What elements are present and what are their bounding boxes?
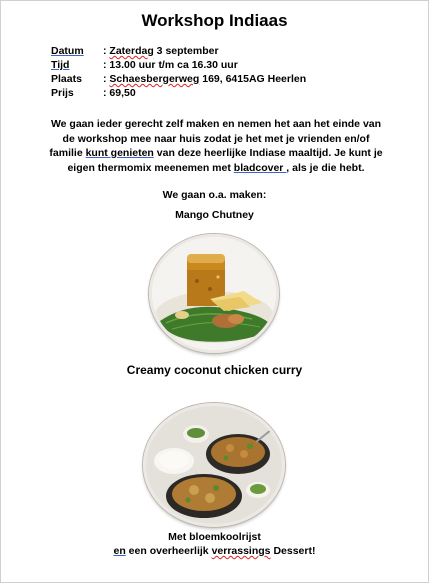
info-value: : Zaterdag 3 september (103, 45, 219, 57)
info-row-prijs (51, 86, 306, 100)
footer-line-2: en een overheerlijk verrassings Dessert! (113, 545, 316, 557)
intro-line: de workshop mee naar huis zodat je het met je vrienden en/of (62, 132, 370, 145)
we-gaan-heading: We gaan o.a. maken: (162, 189, 267, 201)
info-row-datum (51, 44, 306, 58)
intro-line: familie kunt genieten van deze heerlijke Indiase maaltijd. Je kunt je (49, 147, 383, 159)
info-value: : Schaesbergerweg 169, 6415AG Heerlen (103, 73, 307, 85)
intro-line: We gaan ieder gerecht zelf maken en nemen het aan het einde van (50, 118, 382, 130)
info-value: : 69,50 (103, 87, 136, 99)
info-label: Tijd (51, 59, 70, 71)
dish-mango-chutney: Mango Chutney (175, 209, 254, 221)
info-label: Datum (51, 45, 84, 57)
page-title: Workshop Indiaas (141, 11, 288, 30)
intro-line: eigen thermomix meenemen met bladcover , als je die hebt. (67, 161, 365, 174)
dish-coconut-chicken-curry: Creamy coconut chicken curry (126, 363, 303, 377)
event-info (51, 44, 306, 100)
info-value: : 13.00 uur t/m ca 16.30 uur (103, 59, 238, 71)
intro-paragraph (41, 117, 391, 175)
info-label: Plaats (51, 73, 82, 85)
footer-line-1: Met bloemkoolrijst (168, 531, 261, 543)
info-label: Prijs (51, 87, 74, 99)
info-row-plaats (51, 72, 306, 86)
info-row-tijd (51, 58, 306, 72)
curry-photo (143, 403, 285, 527)
mango-chutney-photo (149, 234, 279, 353)
